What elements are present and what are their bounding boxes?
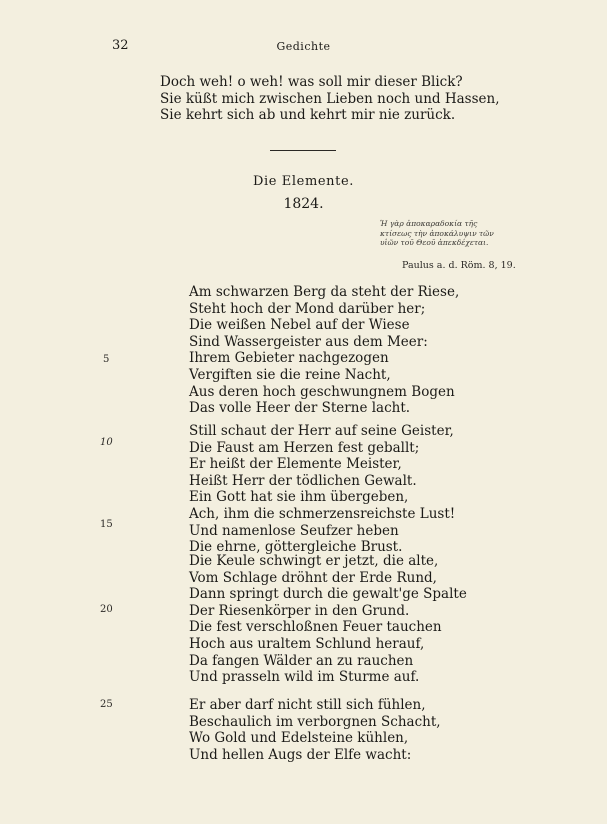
line-number: 10	[100, 437, 113, 448]
epigraph-line: Ἡ γὰρ ἀποκαραδοκία τῆς	[380, 219, 478, 228]
verse-line: Und hellen Augs der Elfe wacht:	[189, 746, 412, 763]
verse-line: Sind Wassergeister aus dem Meer:	[189, 333, 428, 350]
verse-line: Am schwarzen Berg da steht der Riese,	[189, 284, 460, 300]
verse-line: Und prasseln wild im Sturme auf.	[189, 669, 420, 686]
verse-line: Die Faust am Herzen fest geballt;	[189, 439, 420, 456]
verse-line: Ein Gott hat sie ihm übergeben,	[189, 489, 409, 506]
running-head: Gedichte	[276, 40, 331, 53]
verse-line: Und namenlose Seufzer heben	[189, 522, 399, 539]
verse-line: Die ehrne, göttergleiche Brust.	[189, 539, 403, 556]
poem-title: Die Elemente.	[253, 174, 354, 189]
verse-line: Aus deren hoch geschwungnem Bogen	[189, 383, 455, 400]
verse-line: Die fest verschloßnen Feuer tauchen	[189, 619, 442, 636]
epigraph-source: Paulus a. d. Röm. 8, 19.	[402, 260, 516, 271]
verse-line: Da fangen Wälder an zu rauchen	[189, 652, 414, 669]
verse-line: Dann springt durch die gewalt'ge Spalte	[189, 586, 467, 603]
epigraph-line: κτίσεως τὴν ἀποκάλυψιν τῶν	[380, 228, 494, 238]
stanza-3	[189, 553, 467, 686]
verse-line: Die Keule schwingt er jetzt, die alte,	[189, 553, 439, 569]
verse-line: Beschaulich im verborgnen Schacht,	[189, 713, 441, 730]
poem-year: 1824.	[283, 196, 324, 212]
verse-line: Ihrem Gebieter nachgezogen	[189, 350, 389, 367]
verse-line: Hoch aus uraltem Schlund herauf,	[189, 635, 425, 652]
stanza-2	[189, 423, 455, 556]
verse-line: Still schaut der Herr auf seine Geister,	[189, 423, 454, 439]
verse-line: Die weißen Nebel auf der Wiese	[189, 317, 410, 334]
verse-line: Er heißt der Elemente Meister,	[189, 456, 402, 473]
section-divider	[270, 150, 336, 151]
verse-line: Sie kehrt sich ab und kehrt mir nie zurück.	[160, 107, 456, 124]
epigraph	[380, 219, 570, 248]
verse-line: Das volle Heer der Sterne lacht.	[189, 400, 411, 417]
line-number: 20	[100, 604, 113, 615]
page-number: 32	[112, 38, 129, 53]
line-number: 25	[100, 699, 113, 710]
epigraph-line: υἱῶν τοῦ Θεοῦ ἀπεκδέχεται.	[380, 238, 489, 248]
verse-line: Vom Schlage dröhnt der Erde Rund,	[189, 569, 437, 586]
verse-line: Er aber darf nicht still sich fühlen,	[189, 697, 426, 713]
verse-line: Vergiften sie die reine Nacht,	[189, 366, 391, 383]
verse-line: Wo Gold und Edelsteine kühlen,	[189, 730, 409, 747]
verse-line: Heißt Herr der tödlichen Gewalt.	[189, 472, 417, 489]
line-number: 15	[100, 519, 113, 530]
stanza-4	[189, 697, 441, 763]
closing-stanza	[160, 74, 500, 124]
line-number: 5	[103, 354, 110, 365]
verse-line: Sie küßt mich zwischen Lieben noch und Hassen,	[160, 90, 500, 107]
verse-line: Steht hoch der Mond darüber her;	[189, 300, 426, 317]
verse-line: Ach, ihm die schmerzensreichste Lust!	[189, 505, 456, 522]
verse-line: Doch weh! o weh! was soll mir dieser Blick?	[160, 74, 463, 90]
verse-line: Der Riesenkörper in den Grund.	[189, 602, 410, 619]
stanza-1	[189, 284, 459, 417]
